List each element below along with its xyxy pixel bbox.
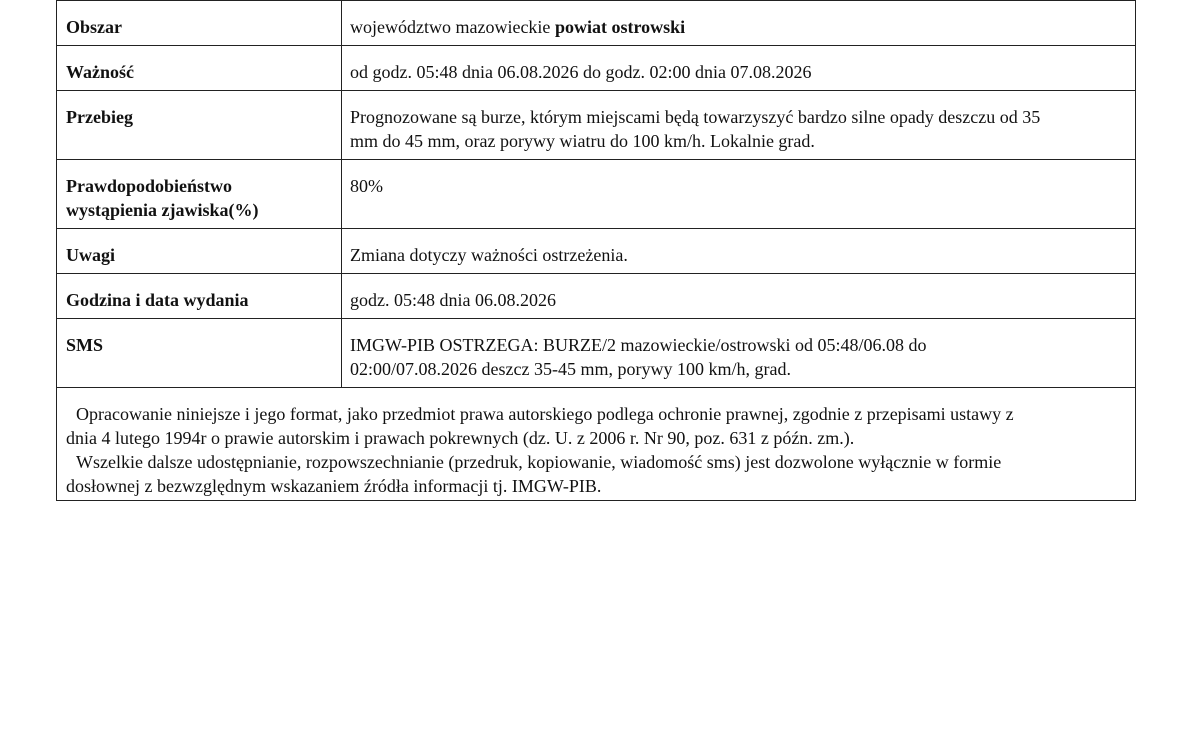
row-label-waznosc: Ważność: [57, 46, 342, 91]
row-value-przebieg: [342, 91, 1136, 160]
przebieg-line-2: mm do 45 mm, oraz porywy wiatru do 100 km/h. Lokalnie grad.: [350, 131, 815, 151]
prawdopodobienstwo-label-line-1: Prawdopodobieństwo: [66, 176, 233, 196]
row-value-godzina-wydania: godz. 05:48 dnia 06.08.2026: [342, 274, 1136, 319]
copyright-line-3: Wszelkie dalsze udostępnianie, rozpowszechnianie (przedruk, kopiowanie, wiadomość sms) jest dozwolone wyłącznie w formie: [76, 452, 1002, 472]
table-row-waznosc: [57, 46, 1136, 91]
przebieg-line-1: Prognozowane są burze, którym miejscami będą towarzyszyć bardzo silne opady deszczu od 35: [350, 107, 1041, 127]
sms-line-2: 02:00/07.08.2026 deszcz 35-45 mm, porywy 100 km/h, grad.: [350, 359, 791, 379]
copyright-notice: [57, 388, 1136, 501]
sms-line-1: IMGW-PIB OSTRZEGA: BURZE/2 mazowieckie/ostrowski od 05:48/06.08 do: [350, 335, 927, 355]
row-label-uwagi: Uwagi: [57, 229, 342, 274]
copyright-line-1: Opracowanie niniejsze i jego format, jako przedmiot prawa autorskiego podlega ochronie prawnej, zgodnie z przepisami ustawy z: [76, 404, 1014, 424]
row-label-obszar: Obszar: [57, 1, 342, 46]
row-value-prawdopodobienstwo: 80%: [342, 160, 1136, 229]
table-row-sms: [57, 319, 1136, 388]
warning-details-table: [56, 0, 1136, 501]
table-row-copyright-footer: [57, 388, 1136, 501]
table-row-uwagi: [57, 229, 1136, 274]
copyright-line-2: dnia 4 lutego 1994r o prawie autorskim i prawach pokrewnych (dz. U. z 2006 r. Nr 90, poz. 631 z późn. zm.).: [66, 428, 855, 448]
row-label-prawdopodobienstwo: [57, 160, 342, 229]
table-row-godzina-wydania: [57, 274, 1136, 319]
row-label-godzina-wydania: Godzina i data wydania: [57, 274, 342, 319]
row-label-przebieg: Przebieg: [57, 91, 342, 160]
row-value-waznosc: od godz. 05:48 dnia 06.08.2026 do godz. 02:00 dnia 07.08.2026: [342, 46, 1136, 91]
row-value-obszar: [342, 1, 1136, 46]
row-label-sms: SMS: [57, 319, 342, 388]
obszar-county-text: powiat ostrowski: [554, 17, 686, 37]
prawdopodobienstwo-label-line-2: wystąpienia zjawiska(%): [66, 200, 259, 220]
table-row-obszar: [57, 1, 1136, 46]
row-value-sms: [342, 319, 1136, 388]
table-row-przebieg: [57, 91, 1136, 160]
table-row-prawdopodobienstwo: [57, 160, 1136, 229]
row-value-uwagi: Zmiana dotyczy ważności ostrzeżenia.: [342, 229, 1136, 274]
obszar-region-text: województwo mazowieckie: [350, 17, 555, 37]
copyright-line-4: dosłownej z bezwzględnym wskazaniem źródła informacji tj. IMGW-PIB.: [66, 476, 602, 496]
